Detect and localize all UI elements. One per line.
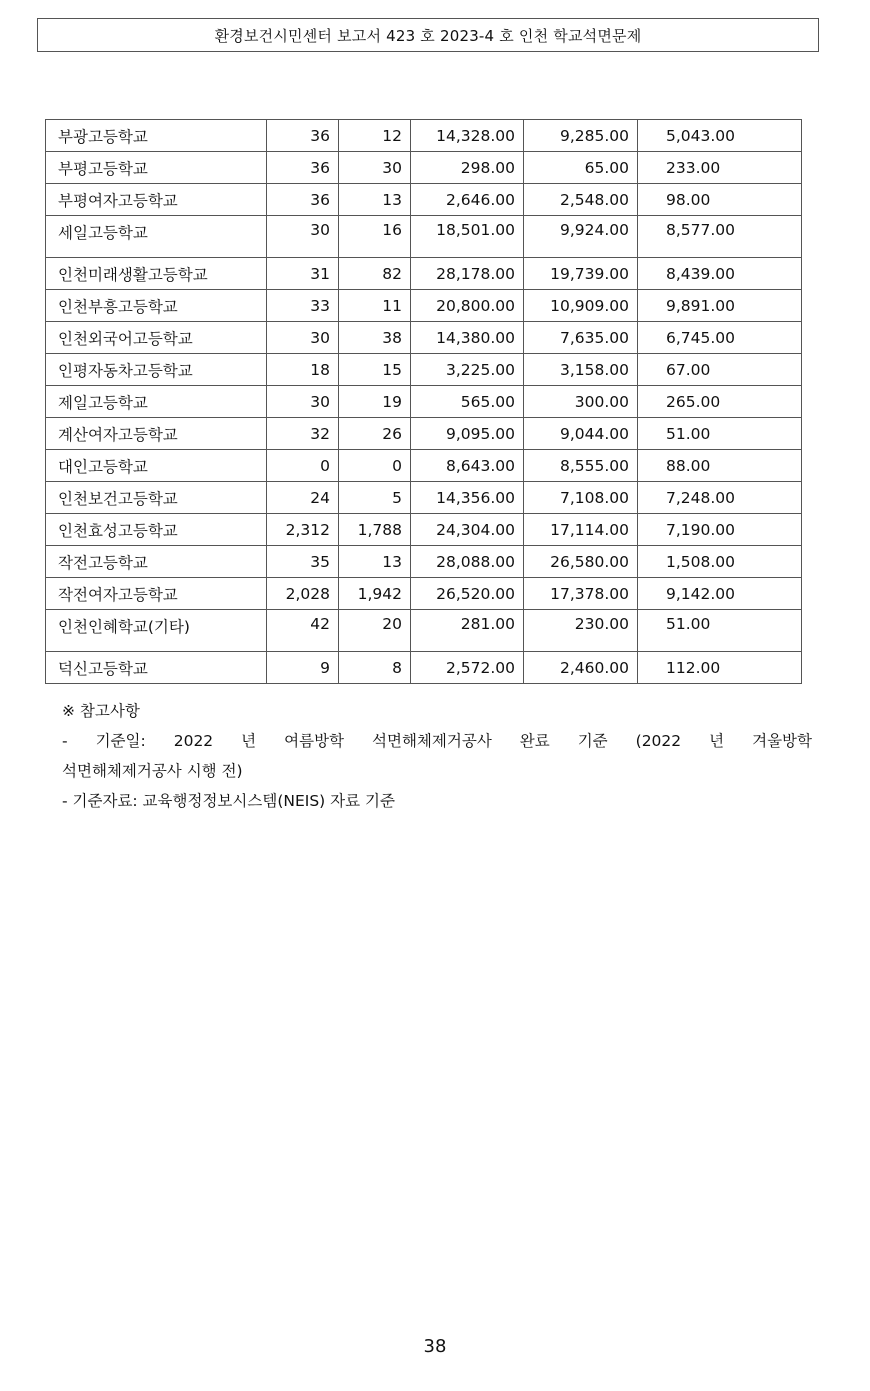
value-cell-c1: 33 [267,290,339,322]
school-name-cell: 인천미래생활고등학교 [46,258,267,290]
value-cell-c3: 8,643.00 [411,450,524,482]
value-cell-c4: 230.00 [524,610,638,652]
school-name-cell: 부평여자고등학교 [46,184,267,216]
report-header [37,18,819,52]
value-cell-c5: 6,745.00 [638,322,802,354]
value-cell-c1: 36 [267,120,339,152]
notes-heading: ※ 참고사항 [62,702,140,720]
school-name-cell: 대인고등학교 [46,450,267,482]
school-name-cell: 인천인혜학교(기타) [46,610,267,652]
value-cell-c1: 2,028 [267,578,339,610]
table-body [46,120,802,684]
table-row [46,184,802,216]
value-cell-c5: 1,508.00 [638,546,802,578]
value-cell-c5: 9,891.00 [638,290,802,322]
table-row [46,290,802,322]
value-cell-c2: 82 [339,258,411,290]
value-cell-c2: 8 [339,652,411,684]
table-row [46,514,802,546]
value-cell-c2: 26 [339,418,411,450]
value-cell-c2: 1,788 [339,514,411,546]
value-cell-c3: 24,304.00 [411,514,524,546]
value-cell-c5: 5,043.00 [638,120,802,152]
school-name-cell: 인천부흥고등학교 [46,290,267,322]
value-cell-c5: 67.00 [638,354,802,386]
school-name-cell: 제일고등학교 [46,386,267,418]
value-cell-c1: 31 [267,258,339,290]
value-cell-c4: 26,580.00 [524,546,638,578]
value-cell-c3: 2,572.00 [411,652,524,684]
value-cell-c1: 35 [267,546,339,578]
table-row [46,482,802,514]
value-cell-c3: 281.00 [411,610,524,652]
table-row [46,354,802,386]
value-cell-c4: 19,739.00 [524,258,638,290]
value-cell-c1: 9 [267,652,339,684]
value-cell-c3: 28,178.00 [411,258,524,290]
value-cell-c1: 32 [267,418,339,450]
table-row [46,546,802,578]
table-row [46,450,802,482]
value-cell-c1: 42 [267,610,339,652]
value-cell-c4: 17,378.00 [524,578,638,610]
table-row [46,578,802,610]
table-row [46,120,802,152]
value-cell-c4: 7,108.00 [524,482,638,514]
value-cell-c4: 10,909.00 [524,290,638,322]
value-cell-c2: 20 [339,610,411,652]
value-cell-c2: 15 [339,354,411,386]
value-cell-c3: 565.00 [411,386,524,418]
school-name-cell: 인평자동차고등학교 [46,354,267,386]
value-cell-c2: 38 [339,322,411,354]
value-cell-c3: 14,356.00 [411,482,524,514]
value-cell-c4: 3,158.00 [524,354,638,386]
value-cell-c4: 2,548.00 [524,184,638,216]
value-cell-c3: 9,095.00 [411,418,524,450]
table-row [46,418,802,450]
value-cell-c5: 8,577.00 [638,216,802,258]
value-cell-c5: 9,142.00 [638,578,802,610]
school-name-cell: 인천외국어고등학교 [46,322,267,354]
value-cell-c1: 36 [267,184,339,216]
value-cell-c5: 265.00 [638,386,802,418]
value-cell-c5: 98.00 [638,184,802,216]
table-row [46,610,802,652]
value-cell-c5: 233.00 [638,152,802,184]
value-cell-c1: 0 [267,450,339,482]
table-row [46,152,802,184]
school-name-cell: 계산여자고등학교 [46,418,267,450]
value-cell-c3: 298.00 [411,152,524,184]
school-name-cell: 작전여자고등학교 [46,578,267,610]
school-name-cell: 인천보건고등학교 [46,482,267,514]
value-cell-c3: 14,328.00 [411,120,524,152]
value-cell-c2: 19 [339,386,411,418]
value-cell-c5: 88.00 [638,450,802,482]
value-cell-c1: 30 [267,322,339,354]
notes-line-1: - 기준일: 2022 년 여름방학 석면해체제거공사 완료 기준 (2022 년 겨울방학 [62,732,812,750]
value-cell-c1: 36 [267,152,339,184]
value-cell-c2: 5 [339,482,411,514]
value-cell-c4: 300.00 [524,386,638,418]
table-row [46,258,802,290]
school-name-cell: 세일고등학교 [46,216,267,258]
value-cell-c2: 0 [339,450,411,482]
value-cell-c4: 7,635.00 [524,322,638,354]
value-cell-c4: 65.00 [524,152,638,184]
report-title: 환경보건시민센터 보고서 423 호 2023-4 호 인천 학교석면문제 [214,26,642,45]
value-cell-c4: 9,924.00 [524,216,638,258]
notes-line-2: 석면해체제거공사 시행 전) [62,762,243,780]
school-asbestos-table [45,119,802,684]
value-cell-c5: 51.00 [638,610,802,652]
value-cell-c4: 8,555.00 [524,450,638,482]
school-name-cell: 인천효성고등학교 [46,514,267,546]
value-cell-c4: 9,044.00 [524,418,638,450]
value-cell-c1: 18 [267,354,339,386]
school-name-cell: 작전고등학교 [46,546,267,578]
value-cell-c5: 8,439.00 [638,258,802,290]
value-cell-c2: 30 [339,152,411,184]
value-cell-c2: 13 [339,184,411,216]
value-cell-c3: 2,646.00 [411,184,524,216]
value-cell-c2: 12 [339,120,411,152]
value-cell-c1: 24 [267,482,339,514]
value-cell-c3: 18,501.00 [411,216,524,258]
value-cell-c3: 20,800.00 [411,290,524,322]
value-cell-c5: 7,248.00 [638,482,802,514]
page-number: 38 [423,1336,447,1357]
table-row [46,386,802,418]
value-cell-c1: 30 [267,216,339,258]
value-cell-c2: 11 [339,290,411,322]
table-row [46,216,802,258]
value-cell-c5: 112.00 [638,652,802,684]
value-cell-c3: 26,520.00 [411,578,524,610]
value-cell-c5: 7,190.00 [638,514,802,546]
table-row [46,652,802,684]
value-cell-c2: 16 [339,216,411,258]
value-cell-c1: 30 [267,386,339,418]
notes-line-3: - 기준자료: 교육행정정보시스템(NEIS) 자료 기준 [62,792,395,810]
value-cell-c4: 2,460.00 [524,652,638,684]
school-name-cell: 부광고등학교 [46,120,267,152]
school-name-cell: 부평고등학교 [46,152,267,184]
value-cell-c2: 1,942 [339,578,411,610]
notes-section [62,696,812,816]
value-cell-c4: 9,285.00 [524,120,638,152]
value-cell-c3: 28,088.00 [411,546,524,578]
table-row [46,322,802,354]
value-cell-c5: 51.00 [638,418,802,450]
value-cell-c4: 17,114.00 [524,514,638,546]
school-name-cell: 덕신고등학교 [46,652,267,684]
value-cell-c3: 3,225.00 [411,354,524,386]
value-cell-c3: 14,380.00 [411,322,524,354]
value-cell-c1: 2,312 [267,514,339,546]
value-cell-c2: 13 [339,546,411,578]
